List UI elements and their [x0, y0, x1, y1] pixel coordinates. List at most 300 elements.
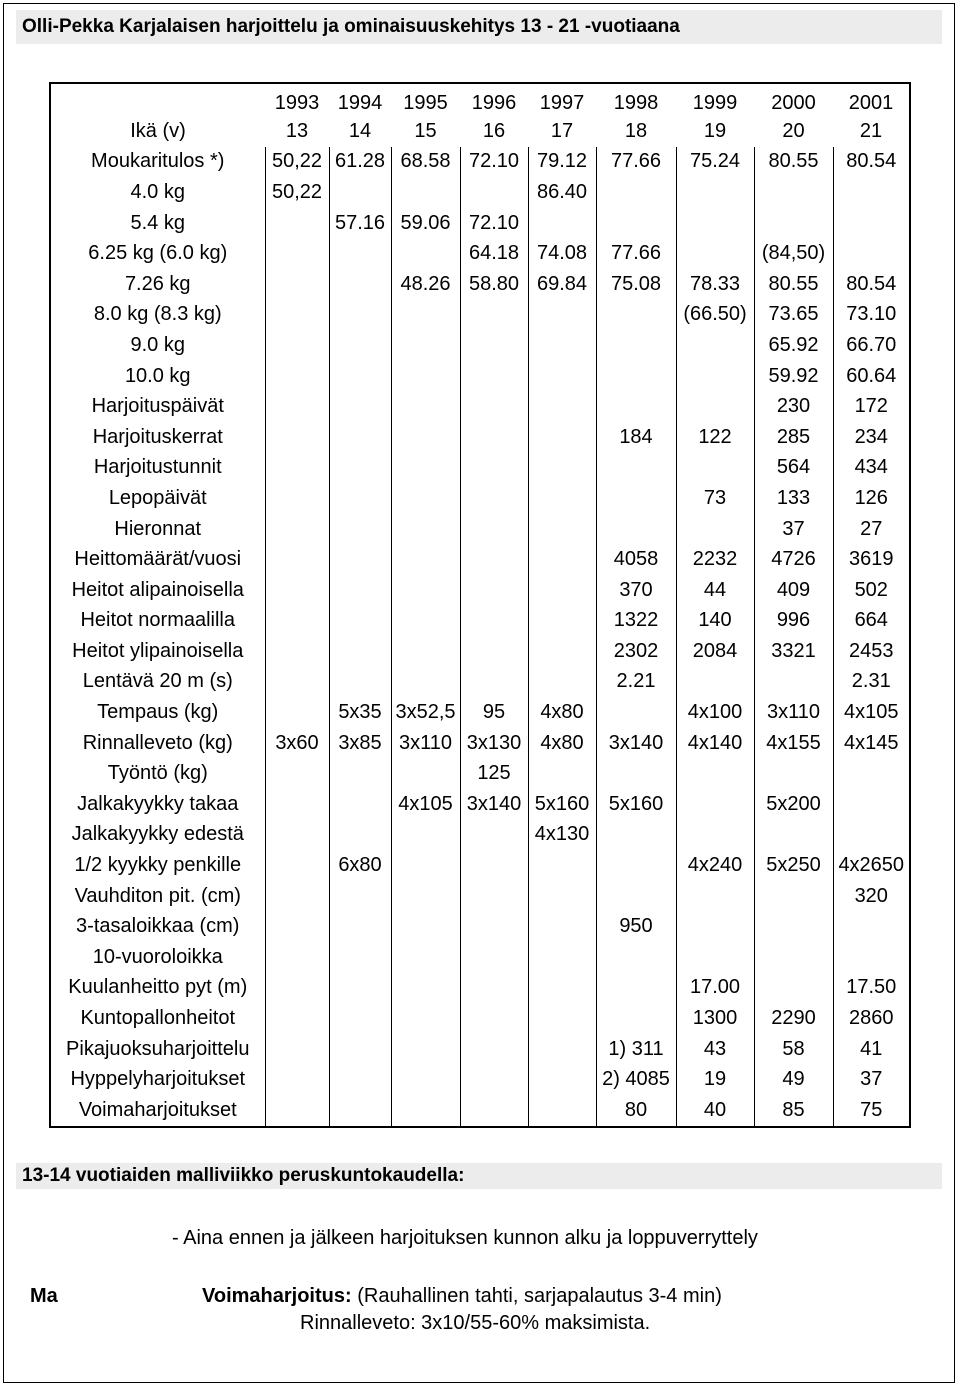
table-cell: 37: [833, 1064, 910, 1095]
table-cell: [528, 422, 596, 453]
exercise-detail: (Rauhallinen tahti, sarjapalautus 3-4 min): [351, 1285, 722, 1307]
table-cell: 4x105: [833, 697, 910, 728]
table-cell: 41: [833, 1034, 910, 1065]
table-row: [50, 606, 910, 637]
table-row: [50, 973, 910, 1004]
table-cell: 6x80: [329, 850, 391, 881]
table-cell: [596, 1003, 676, 1034]
table-cell: 65.92: [754, 330, 833, 361]
year-header: 1997: [539, 91, 585, 114]
table-row: [50, 789, 910, 820]
table-cell: 5x200: [754, 789, 833, 820]
table-cell: 77.66: [596, 147, 676, 178]
row-label: Harjoitustunnit: [93, 456, 222, 479]
row-label: Voimaharjoitukset: [78, 1098, 237, 1121]
table-cell: [265, 1064, 329, 1095]
table-cell: 4x155: [754, 728, 833, 759]
table-cell: [460, 636, 528, 667]
table-cell: 27: [833, 514, 910, 545]
table-cell: [460, 453, 528, 484]
table-cell: 2290: [754, 1003, 833, 1034]
table-cell: [528, 942, 596, 973]
table-cell: [460, 177, 528, 208]
section-title: 13-14 vuotiaiden malliviikko peruskuntokaudella:: [16, 1163, 942, 1189]
table-cell: [265, 391, 329, 422]
table-cell: [391, 514, 460, 545]
table-cell: [528, 514, 596, 545]
table-cell: 2232: [676, 544, 754, 575]
table-cell: [265, 850, 329, 881]
table-cell: 75.24: [676, 147, 754, 178]
table-cell: [528, 391, 596, 422]
year-header: 2000: [771, 91, 816, 114]
table-cell: [329, 269, 391, 300]
table-cell: [676, 881, 754, 912]
table-cell: [265, 820, 329, 851]
table-cell: 4x140: [676, 728, 754, 759]
table-cell: [391, 238, 460, 269]
table-row: [50, 238, 910, 269]
table-cell: 133: [754, 483, 833, 514]
table-cell: [391, 850, 460, 881]
table-cell: [833, 177, 910, 208]
table-cell: 3x140: [460, 789, 528, 820]
table-cell: [528, 1034, 596, 1065]
table-cell: [391, 453, 460, 484]
table-cell: [329, 391, 391, 422]
table-cell: 80.54: [833, 269, 910, 300]
table-cell: 50,22: [265, 177, 329, 208]
table-cell: [833, 208, 910, 239]
table-cell: 74.08: [528, 238, 596, 269]
table-cell: [329, 942, 391, 973]
table-cell: [265, 422, 329, 453]
year-header: 2001: [848, 91, 894, 114]
table-cell: [391, 483, 460, 514]
table-cell: [676, 758, 754, 789]
table-cell: [265, 575, 329, 606]
table-row: [50, 575, 910, 606]
table-cell: [391, 1064, 460, 1095]
table-cell: [676, 330, 754, 361]
row-label: Hieronnat: [114, 517, 202, 540]
document-title: Olli-Pekka Karjalaisen harjoittelu ja ominaisuuskehitys 13 - 21 -vuotiaana: [16, 10, 942, 44]
table-cell: [528, 636, 596, 667]
table-cell: [754, 881, 833, 912]
table-cell: [528, 544, 596, 575]
table-cell: [596, 330, 676, 361]
year-header-row: [50, 83, 910, 116]
table-cell: [528, 300, 596, 331]
table-row: [50, 850, 910, 881]
table-cell: [528, 1003, 596, 1034]
table-cell: [528, 1095, 596, 1127]
table-cell: 3x110: [391, 728, 460, 759]
table-cell: 234: [833, 422, 910, 453]
table-row: [50, 728, 910, 759]
row-label: 7.26 kg: [124, 272, 191, 295]
table-cell: [596, 208, 676, 239]
table-cell: 59.06: [391, 208, 460, 239]
row-label: 9.0 kg: [130, 333, 185, 356]
table-row: [50, 911, 910, 942]
table-cell: 80.55: [754, 147, 833, 178]
table-cell: 230: [754, 391, 833, 422]
table-cell: [754, 942, 833, 973]
table-cell: [833, 820, 910, 851]
table-cell: [265, 483, 329, 514]
table-cell: [391, 820, 460, 851]
table-cell: [329, 1034, 391, 1065]
table-cell: 502: [833, 575, 910, 606]
table-cell: 140: [676, 606, 754, 637]
table-cell: 320: [833, 881, 910, 912]
table-cell: [460, 850, 528, 881]
table-cell: [391, 330, 460, 361]
table-cell: 19: [676, 1064, 754, 1095]
table-row: [50, 1034, 910, 1065]
table-cell: [754, 973, 833, 1004]
row-label: Ikä (v): [130, 119, 186, 142]
row-label: 10-vuoroloikka: [92, 945, 223, 968]
table-cell: 126: [833, 483, 910, 514]
table-cell: [329, 544, 391, 575]
exercise-line-2: Rinnalleveto: 3x10/55-60% maksimista.: [300, 1312, 651, 1334]
table-cell: [265, 1003, 329, 1034]
table-cell: [596, 758, 676, 789]
table-cell: 80.55: [754, 269, 833, 300]
table-cell: [329, 636, 391, 667]
table-cell: 4x105: [391, 789, 460, 820]
table-cell: [391, 606, 460, 637]
row-label: Työntö (kg): [107, 762, 208, 785]
table-cell: [596, 514, 676, 545]
table-cell: [676, 820, 754, 851]
table-cell: 3x110: [754, 697, 833, 728]
table-cell: [460, 1034, 528, 1065]
table-cell: 73.10: [833, 300, 910, 331]
table-cell: 17.00: [676, 973, 754, 1004]
table-cell: 16: [482, 119, 506, 142]
table-cell: [676, 391, 754, 422]
table-cell: 44: [676, 575, 754, 606]
table-row: [50, 1095, 910, 1127]
table-row: [50, 391, 910, 422]
table-cell: [596, 973, 676, 1004]
year-header: 1995: [403, 91, 448, 114]
table-row: [50, 330, 910, 361]
table-cell: [391, 636, 460, 667]
table-cell: 4x80: [528, 697, 596, 728]
row-label: Jalkakyykky takaa: [77, 792, 239, 815]
table-cell: [676, 208, 754, 239]
table-cell: 4x240: [676, 850, 754, 881]
row-label: 5.4 kg: [130, 211, 185, 234]
table-cell: 2.21: [596, 667, 676, 698]
table-row: [50, 1064, 910, 1095]
table-cell: 40: [676, 1095, 754, 1127]
table-cell: [528, 575, 596, 606]
row-label: Vauhditon pit. (cm): [74, 884, 241, 907]
table-cell: 78.33: [676, 269, 754, 300]
table-cell: [265, 606, 329, 637]
table-cell: [391, 667, 460, 698]
table-cell: 2.31: [833, 667, 910, 698]
row-label: Kuulanheitto pyt (m): [68, 976, 248, 999]
table-cell: 3x140: [596, 728, 676, 759]
table-cell: [676, 514, 754, 545]
row-label: 4.0 kg: [130, 180, 185, 203]
table-cell: [329, 300, 391, 331]
table-cell: [329, 789, 391, 820]
table-cell: 85: [754, 1095, 833, 1127]
table-cell: [329, 881, 391, 912]
table-cell: 4x2650: [833, 850, 910, 881]
table-cell: [460, 1064, 528, 1095]
row-label: 8.0 kg (8.3 kg): [93, 303, 222, 326]
table-cell: 409: [754, 575, 833, 606]
table-row: [50, 667, 910, 698]
table-cell: 3x130: [460, 728, 528, 759]
table-cell: 60.64: [833, 361, 910, 392]
table-body: [50, 83, 910, 1127]
table-cell: [329, 1095, 391, 1127]
year-header: 1993: [274, 91, 320, 114]
exercise-description: [202, 1285, 722, 1308]
table-cell: [265, 911, 329, 942]
table-cell: [265, 208, 329, 239]
table-row: [50, 208, 910, 239]
table-cell: [265, 453, 329, 484]
table-row: [50, 820, 910, 851]
table-cell: [460, 483, 528, 514]
table-cell: [329, 177, 391, 208]
table-cell: 285: [754, 422, 833, 453]
table-cell: [460, 911, 528, 942]
row-label: Lentävä 20 m (s): [82, 670, 233, 693]
table-cell: 1) 311: [596, 1034, 676, 1065]
table-cell: [528, 483, 596, 514]
table-cell: 1300: [676, 1003, 754, 1034]
table-cell: [265, 544, 329, 575]
table-cell: 17.50: [833, 973, 910, 1004]
training-table: [49, 82, 911, 1128]
row-label: Tempaus (kg): [97, 701, 219, 724]
table-cell: 3321: [754, 636, 833, 667]
table-cell: 1322: [596, 606, 676, 637]
table-cell: [596, 483, 676, 514]
table-cell: [265, 514, 329, 545]
table-cell: [676, 942, 754, 973]
table-cell: [391, 1003, 460, 1034]
table-cell: [596, 881, 676, 912]
table-cell: [596, 300, 676, 331]
table-cell: 13: [285, 119, 309, 142]
table-cell: [265, 300, 329, 331]
table-row: [50, 116, 910, 147]
table-cell: 5x35: [329, 697, 391, 728]
header-corner: [50, 83, 265, 116]
table-cell: 172: [833, 391, 910, 422]
table-cell: [460, 300, 528, 331]
table-cell: 64.18: [460, 238, 528, 269]
table-cell: 79.12: [528, 147, 596, 178]
table-cell: [265, 697, 329, 728]
table-cell: 564: [754, 453, 833, 484]
table-cell: [329, 911, 391, 942]
table-cell: 4x130: [528, 820, 596, 851]
table-cell: 4726: [754, 544, 833, 575]
table-cell: [528, 1064, 596, 1095]
table-row: [50, 881, 910, 912]
table-cell: 95: [460, 697, 528, 728]
table-cell: [460, 606, 528, 637]
row-label: 3-tasaloikkaa (cm): [76, 915, 240, 938]
table-row: [50, 544, 910, 575]
table-cell: [329, 606, 391, 637]
table-cell: [460, 667, 528, 698]
table-cell: [265, 667, 329, 698]
table-row: [50, 483, 910, 514]
table-cell: [596, 453, 676, 484]
table-cell: 68.58: [391, 147, 460, 178]
year-header: 1994: [337, 91, 383, 114]
table-cell: [596, 820, 676, 851]
row-label: Heitot normaalilla: [80, 609, 235, 632]
table-cell: 5x160: [528, 789, 596, 820]
table-cell: 184: [596, 422, 676, 453]
table-cell: 434: [833, 453, 910, 484]
row-label: Jalkakyykky edestä: [71, 823, 244, 846]
table-row: [50, 147, 910, 178]
table-cell: [596, 697, 676, 728]
table-cell: 664: [833, 606, 910, 637]
table-cell: [528, 606, 596, 637]
table-cell: [460, 973, 528, 1004]
table-cell: [460, 881, 528, 912]
table-cell: 58.80: [460, 269, 528, 300]
table-cell: [391, 361, 460, 392]
table-cell: 21: [859, 119, 883, 142]
table-cell: [676, 177, 754, 208]
table-cell: [329, 422, 391, 453]
table-cell: [265, 636, 329, 667]
table-cell: 77.66: [596, 238, 676, 269]
table-cell: [265, 973, 329, 1004]
table-cell: [833, 789, 910, 820]
table-cell: [528, 973, 596, 1004]
table-cell: [460, 514, 528, 545]
table-cell: [754, 758, 833, 789]
table-cell: [754, 820, 833, 851]
table-cell: 3x85: [329, 728, 391, 759]
table-cell: 49: [754, 1064, 833, 1095]
row-label: Heitot alipainoisella: [71, 578, 244, 601]
table-cell: 4x145: [833, 728, 910, 759]
table-cell: 73: [676, 483, 754, 514]
table-cell: 20: [782, 119, 805, 142]
table-cell: [676, 361, 754, 392]
table-cell: [391, 1034, 460, 1065]
table-cell: [833, 758, 910, 789]
table-cell: 18: [624, 119, 648, 142]
table-cell: [528, 453, 596, 484]
table-row: [50, 422, 910, 453]
table-cell: 57.16: [329, 208, 391, 239]
table-cell: 2084: [676, 636, 754, 667]
table-cell: [391, 942, 460, 973]
table-cell: 59.92: [754, 361, 833, 392]
table-cell: [676, 453, 754, 484]
table-row: [50, 636, 910, 667]
table-cell: 125: [460, 758, 528, 789]
table-cell: [391, 391, 460, 422]
table-cell: [329, 453, 391, 484]
table-cell: [528, 330, 596, 361]
table-cell: 3x60: [265, 728, 329, 759]
table-cell: [676, 911, 754, 942]
table-cell: 43: [676, 1034, 754, 1065]
table-cell: [460, 544, 528, 575]
table-cell: [528, 881, 596, 912]
table-cell: [265, 1095, 329, 1127]
table-cell: [265, 361, 329, 392]
table-cell: 14: [348, 119, 372, 142]
table-cell: [265, 942, 329, 973]
table-cell: [460, 422, 528, 453]
table-cell: [528, 850, 596, 881]
table-cell: [265, 238, 329, 269]
table-cell: [596, 942, 676, 973]
year-header: 1998: [613, 91, 659, 114]
row-label: Hyppelyharjoitukset: [70, 1068, 246, 1091]
table-cell: [265, 758, 329, 789]
table-cell: [265, 881, 329, 912]
row-label: Heitot ylipainoisella: [72, 639, 244, 662]
table-cell: [329, 667, 391, 698]
table-cell: (84,50): [754, 238, 833, 269]
table-cell: 996: [754, 606, 833, 637]
table-cell: 4x100: [676, 697, 754, 728]
table-cell: [329, 1003, 391, 1034]
table-cell: [754, 208, 833, 239]
table-cell: 75.08: [596, 269, 676, 300]
table-cell: [329, 1064, 391, 1095]
table-cell: [528, 758, 596, 789]
table-cell: [754, 667, 833, 698]
table-cell: 5x250: [754, 850, 833, 881]
table-cell: [329, 238, 391, 269]
table-row: [50, 269, 910, 300]
table-cell: 61.28: [329, 147, 391, 178]
table-cell: [460, 820, 528, 851]
table-cell: [596, 850, 676, 881]
table-cell: [329, 973, 391, 1004]
table-cell: [596, 177, 676, 208]
table-cell: [329, 483, 391, 514]
row-label: Harjoituspäivät: [91, 395, 224, 418]
table-cell: [391, 973, 460, 1004]
table-cell: [460, 330, 528, 361]
table-cell: [329, 361, 391, 392]
table-cell: [833, 238, 910, 269]
table-cell: [460, 1003, 528, 1034]
table-cell: [391, 758, 460, 789]
table-cell: [460, 942, 528, 973]
table-cell: [528, 911, 596, 942]
table-cell: [265, 330, 329, 361]
table-cell: [391, 177, 460, 208]
